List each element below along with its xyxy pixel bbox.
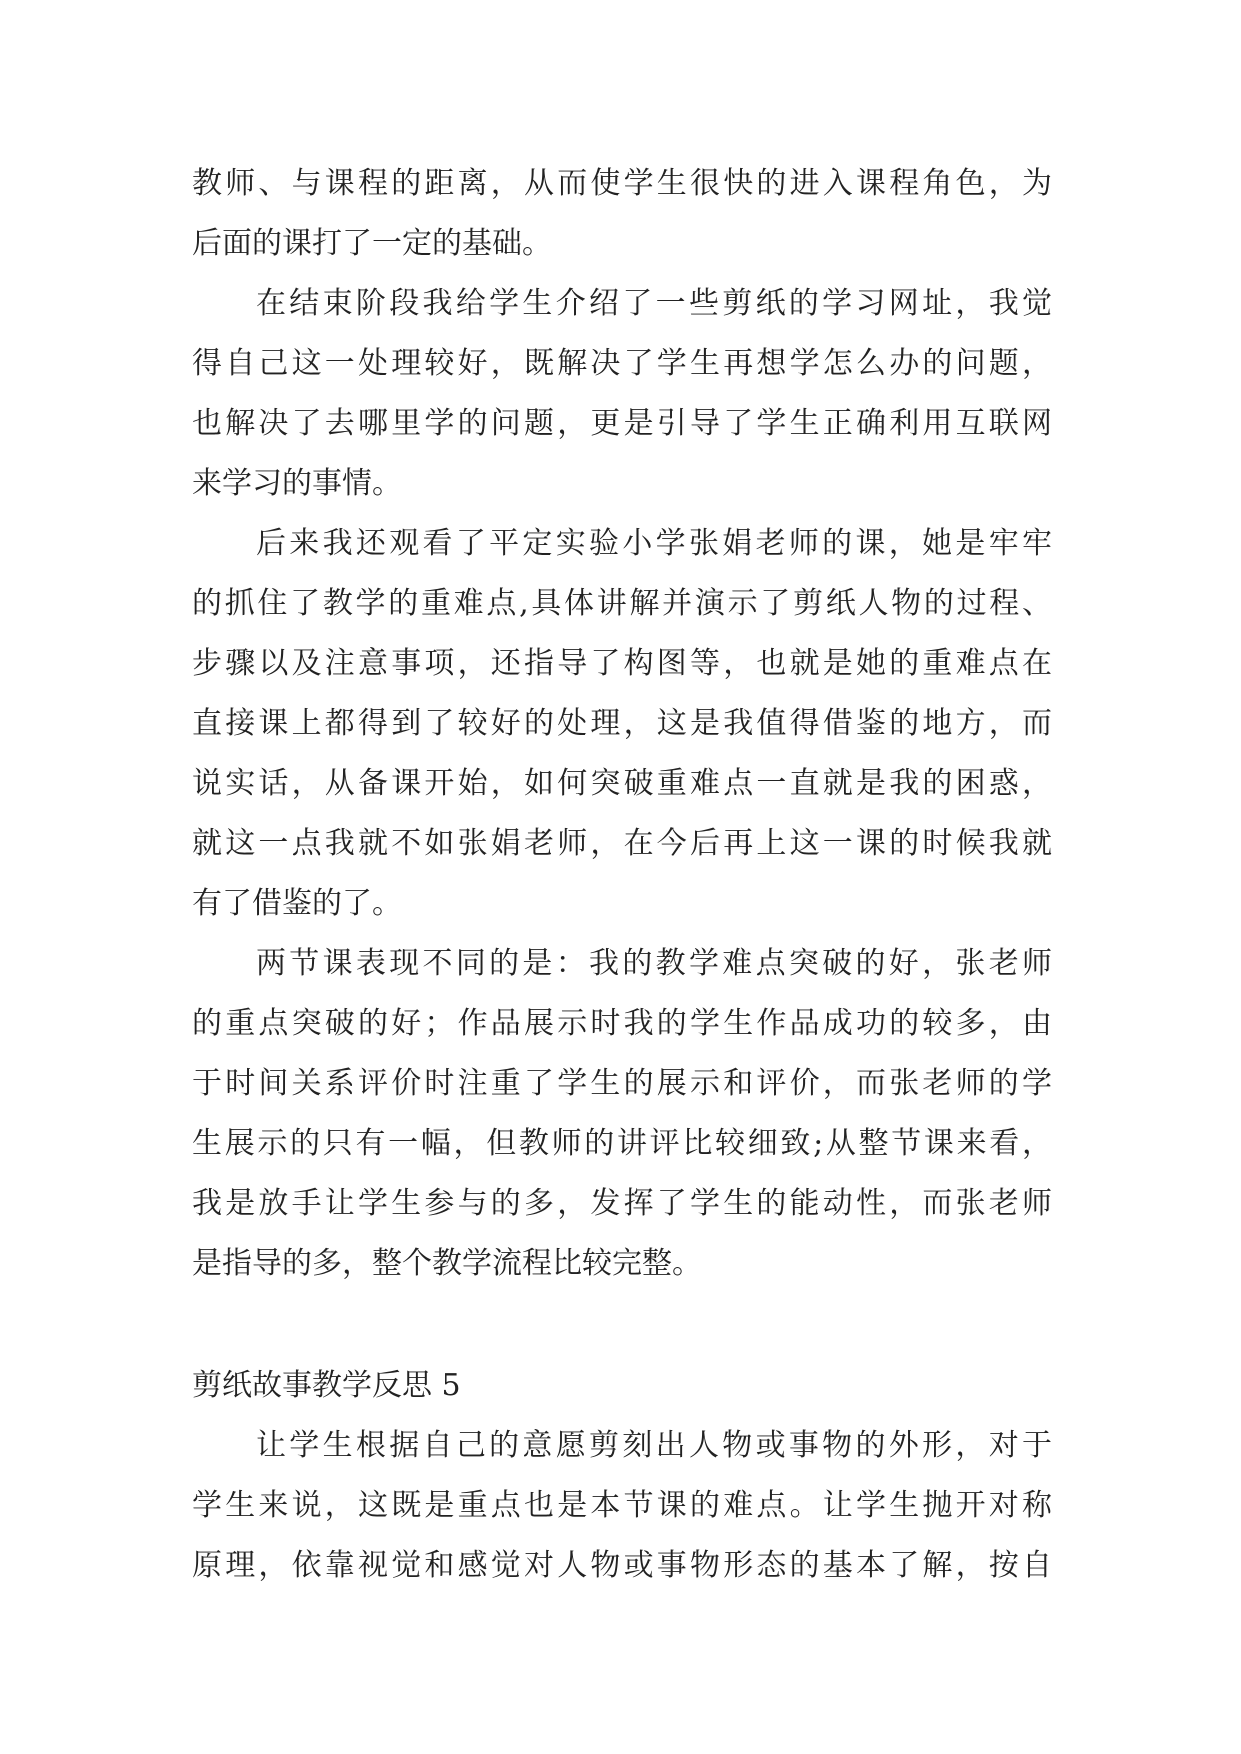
- paragraph-line: 原理，依靠视觉和感觉对人物或事物形态的基本了解，按自: [192, 1548, 1052, 1583]
- paragraph-line: 学生来说，这既是重点也是本节课的难点。让学生抛开对称: [192, 1488, 1052, 1523]
- paragraph-line: 说实话，从备课开始，如何突破重难点一直就是我的困惑，: [192, 766, 1052, 801]
- paragraph-line: 教师、与课程的距离，从而使学生很快的进入课程角色，为: [192, 166, 1052, 201]
- paragraph-line: 生展示的只有一幅，但教师的讲评比较细致;从整节课来看，: [192, 1126, 1052, 1161]
- paragraph-line: 两节课表现不同的是：我的教学难点突破的好，张老师: [256, 946, 1052, 981]
- paragraph-line: 也解决了去哪里学的问题，更是引导了学生正确利用互联网: [192, 406, 1052, 441]
- paragraph-line: 在结束阶段我给学生介绍了一些剪纸的学习网址，我觉: [256, 286, 1052, 321]
- section-heading: 剪纸故事教学反思 5: [192, 1368, 461, 1403]
- paragraph-line: 后面的课打了一定的基础。: [192, 226, 552, 261]
- paragraph-line: 来学习的事情。: [192, 466, 402, 501]
- document-body: [192, 154, 1052, 1596]
- paragraph-line: 就这一点我就不如张娟老师，在今后再上这一课的时候我就: [192, 826, 1052, 861]
- paragraph-line: 后来我还观看了平定实验小学张娟老师的课，她是牢牢: [256, 526, 1052, 561]
- paragraph-line: 是指导的多，整个教学流程比较完整。: [192, 1246, 702, 1281]
- paragraph-line: 的重点突破的好；作品展示时我的学生作品成功的较多，由: [192, 1006, 1052, 1041]
- paragraph-line: 得自己这一处理较好，既解决了学生再想学怎么办的问题，: [192, 346, 1052, 381]
- paragraph-line: 有了借鉴的了。: [192, 886, 402, 921]
- paragraph-line: 的抓住了教学的重难点,具体讲解并演示了剪纸人物的过程、: [192, 586, 1052, 621]
- paragraph-line: 直接课上都得到了较好的处理，这是我值得借鉴的地方，而: [192, 706, 1052, 741]
- paragraph-line: 步骤以及注意事项，还指导了构图等，也就是她的重难点在: [192, 646, 1052, 681]
- paragraph-line: 于时间关系评价时注重了学生的展示和评价，而张老师的学: [192, 1066, 1052, 1101]
- paragraph-line: 我是放手让学生参与的多，发挥了学生的能动性，而张老师: [192, 1186, 1052, 1221]
- paragraph-line: 让学生根据自己的意愿剪刻出人物或事物的外形，对于: [256, 1428, 1052, 1463]
